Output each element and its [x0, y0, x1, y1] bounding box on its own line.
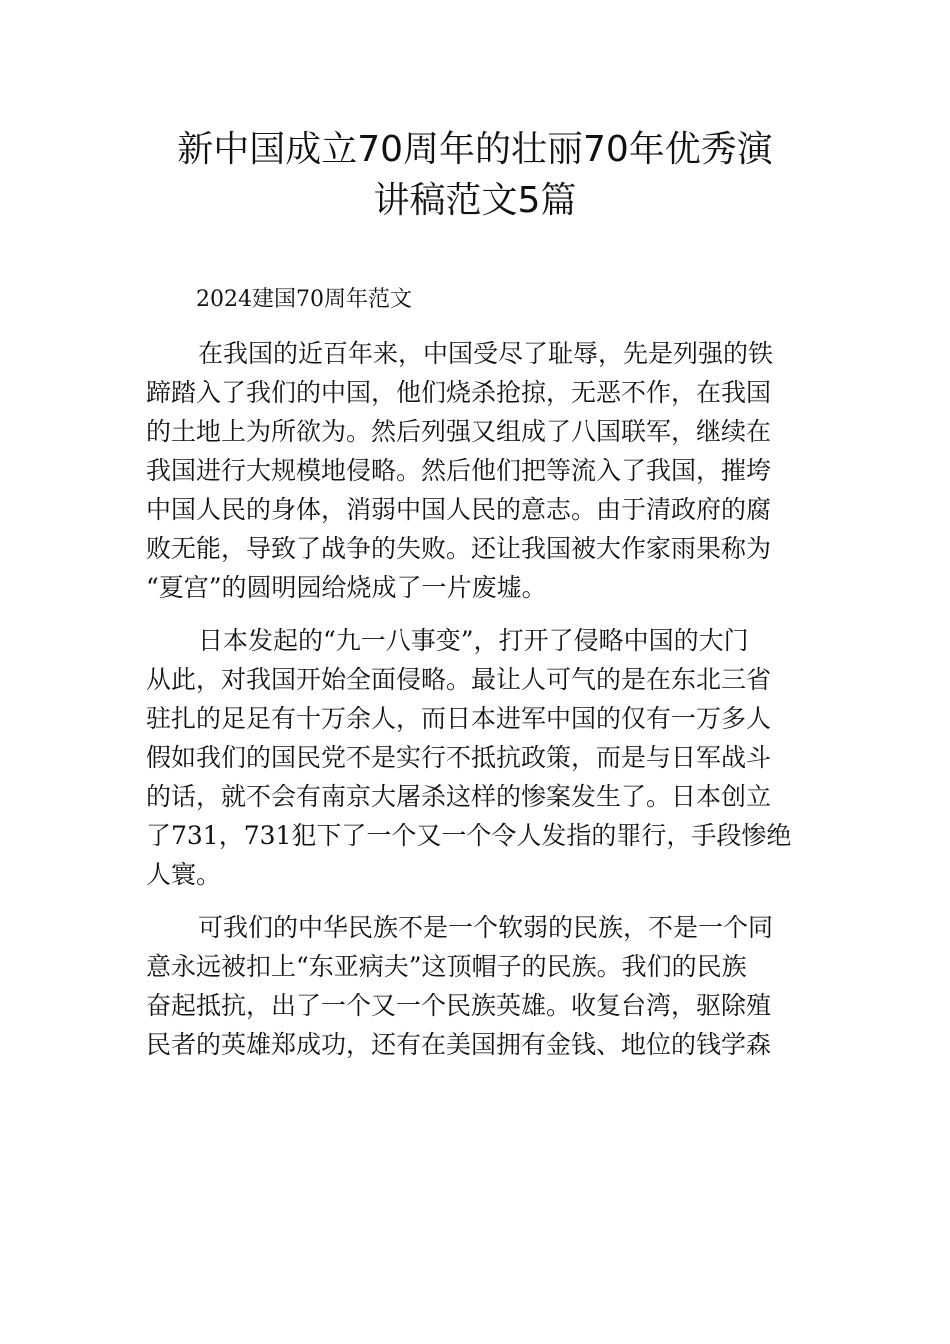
document-body	[146, 282, 806, 1064]
paragraph-1	[146, 334, 806, 607]
document-title	[120, 124, 830, 226]
paragraph-line: 可我们的中华民族不是一个软弱的民族，不是一个同	[198, 913, 774, 942]
paragraph-line: 我国进行大规模地侵略。然后他们把等流入了我国，摧垮	[146, 456, 772, 485]
paragraph-line: 假如我们的国民党不是实行不抵抗政策，而是与日军战斗	[146, 743, 772, 772]
paragraph-3	[146, 908, 806, 1064]
title-line-1: 新中国成立70周年的壮丽70年优秀演	[177, 129, 773, 170]
paragraph-line: 奋起抵抗，出了一个又一个民族英雄。收复台湾，驱除殖	[146, 991, 772, 1020]
paragraph-line: 从此，对我国开始全面侵略。最让人可气的是在东北三省	[146, 665, 772, 694]
paragraph-2	[146, 621, 806, 894]
paragraph-line: 民者的英雄郑成功，还有在美国拥有金钱、地位的钱学森	[146, 1030, 772, 1059]
paragraph-line: 在我国的近百年来，中国受尽了耻辱，先是列强的铁	[198, 339, 774, 368]
paragraph-line: 败无能，导致了战争的失败。还让我国被大作家雨果称为	[146, 534, 772, 563]
paragraph-line: 驻扎的足足有十万余人，而日本进军中国的仅有一万多人	[146, 704, 772, 733]
paragraph-line: “夏宫”的圆明园给烧成了一片废墟。	[146, 573, 547, 602]
paragraph-line: 意永远被扣上“东亚病夫”这顶帽子的民族。我们的民族	[146, 952, 747, 981]
title-line-2: 讲稿范文5篇	[373, 180, 577, 221]
document-subtitle: 2024建国70周年范文	[196, 287, 412, 312]
paragraph-line: 人寰。	[146, 860, 222, 889]
paragraph-line: 的话，就不会有南京大屠杀这样的惨案发生了。日本创立	[146, 782, 772, 811]
paragraph-line: 的土地上为所欲为。然后列强又组成了八国联军，继续在	[146, 417, 772, 446]
paragraph-line: 日本发起的“九一八事变”，打开了侵略中国的大门	[198, 626, 749, 655]
paragraph-line: 蹄踏入了我们的中国，他们烧杀抢掠，无恶不作，在我国	[146, 378, 772, 407]
paragraph-line: 了731，731犯下了一个又一个令人发指的罪行，手段惨绝	[146, 821, 792, 850]
paragraph-line: 中国人民的身体，消弱中国人民的意志。由于清政府的腐	[146, 495, 772, 524]
